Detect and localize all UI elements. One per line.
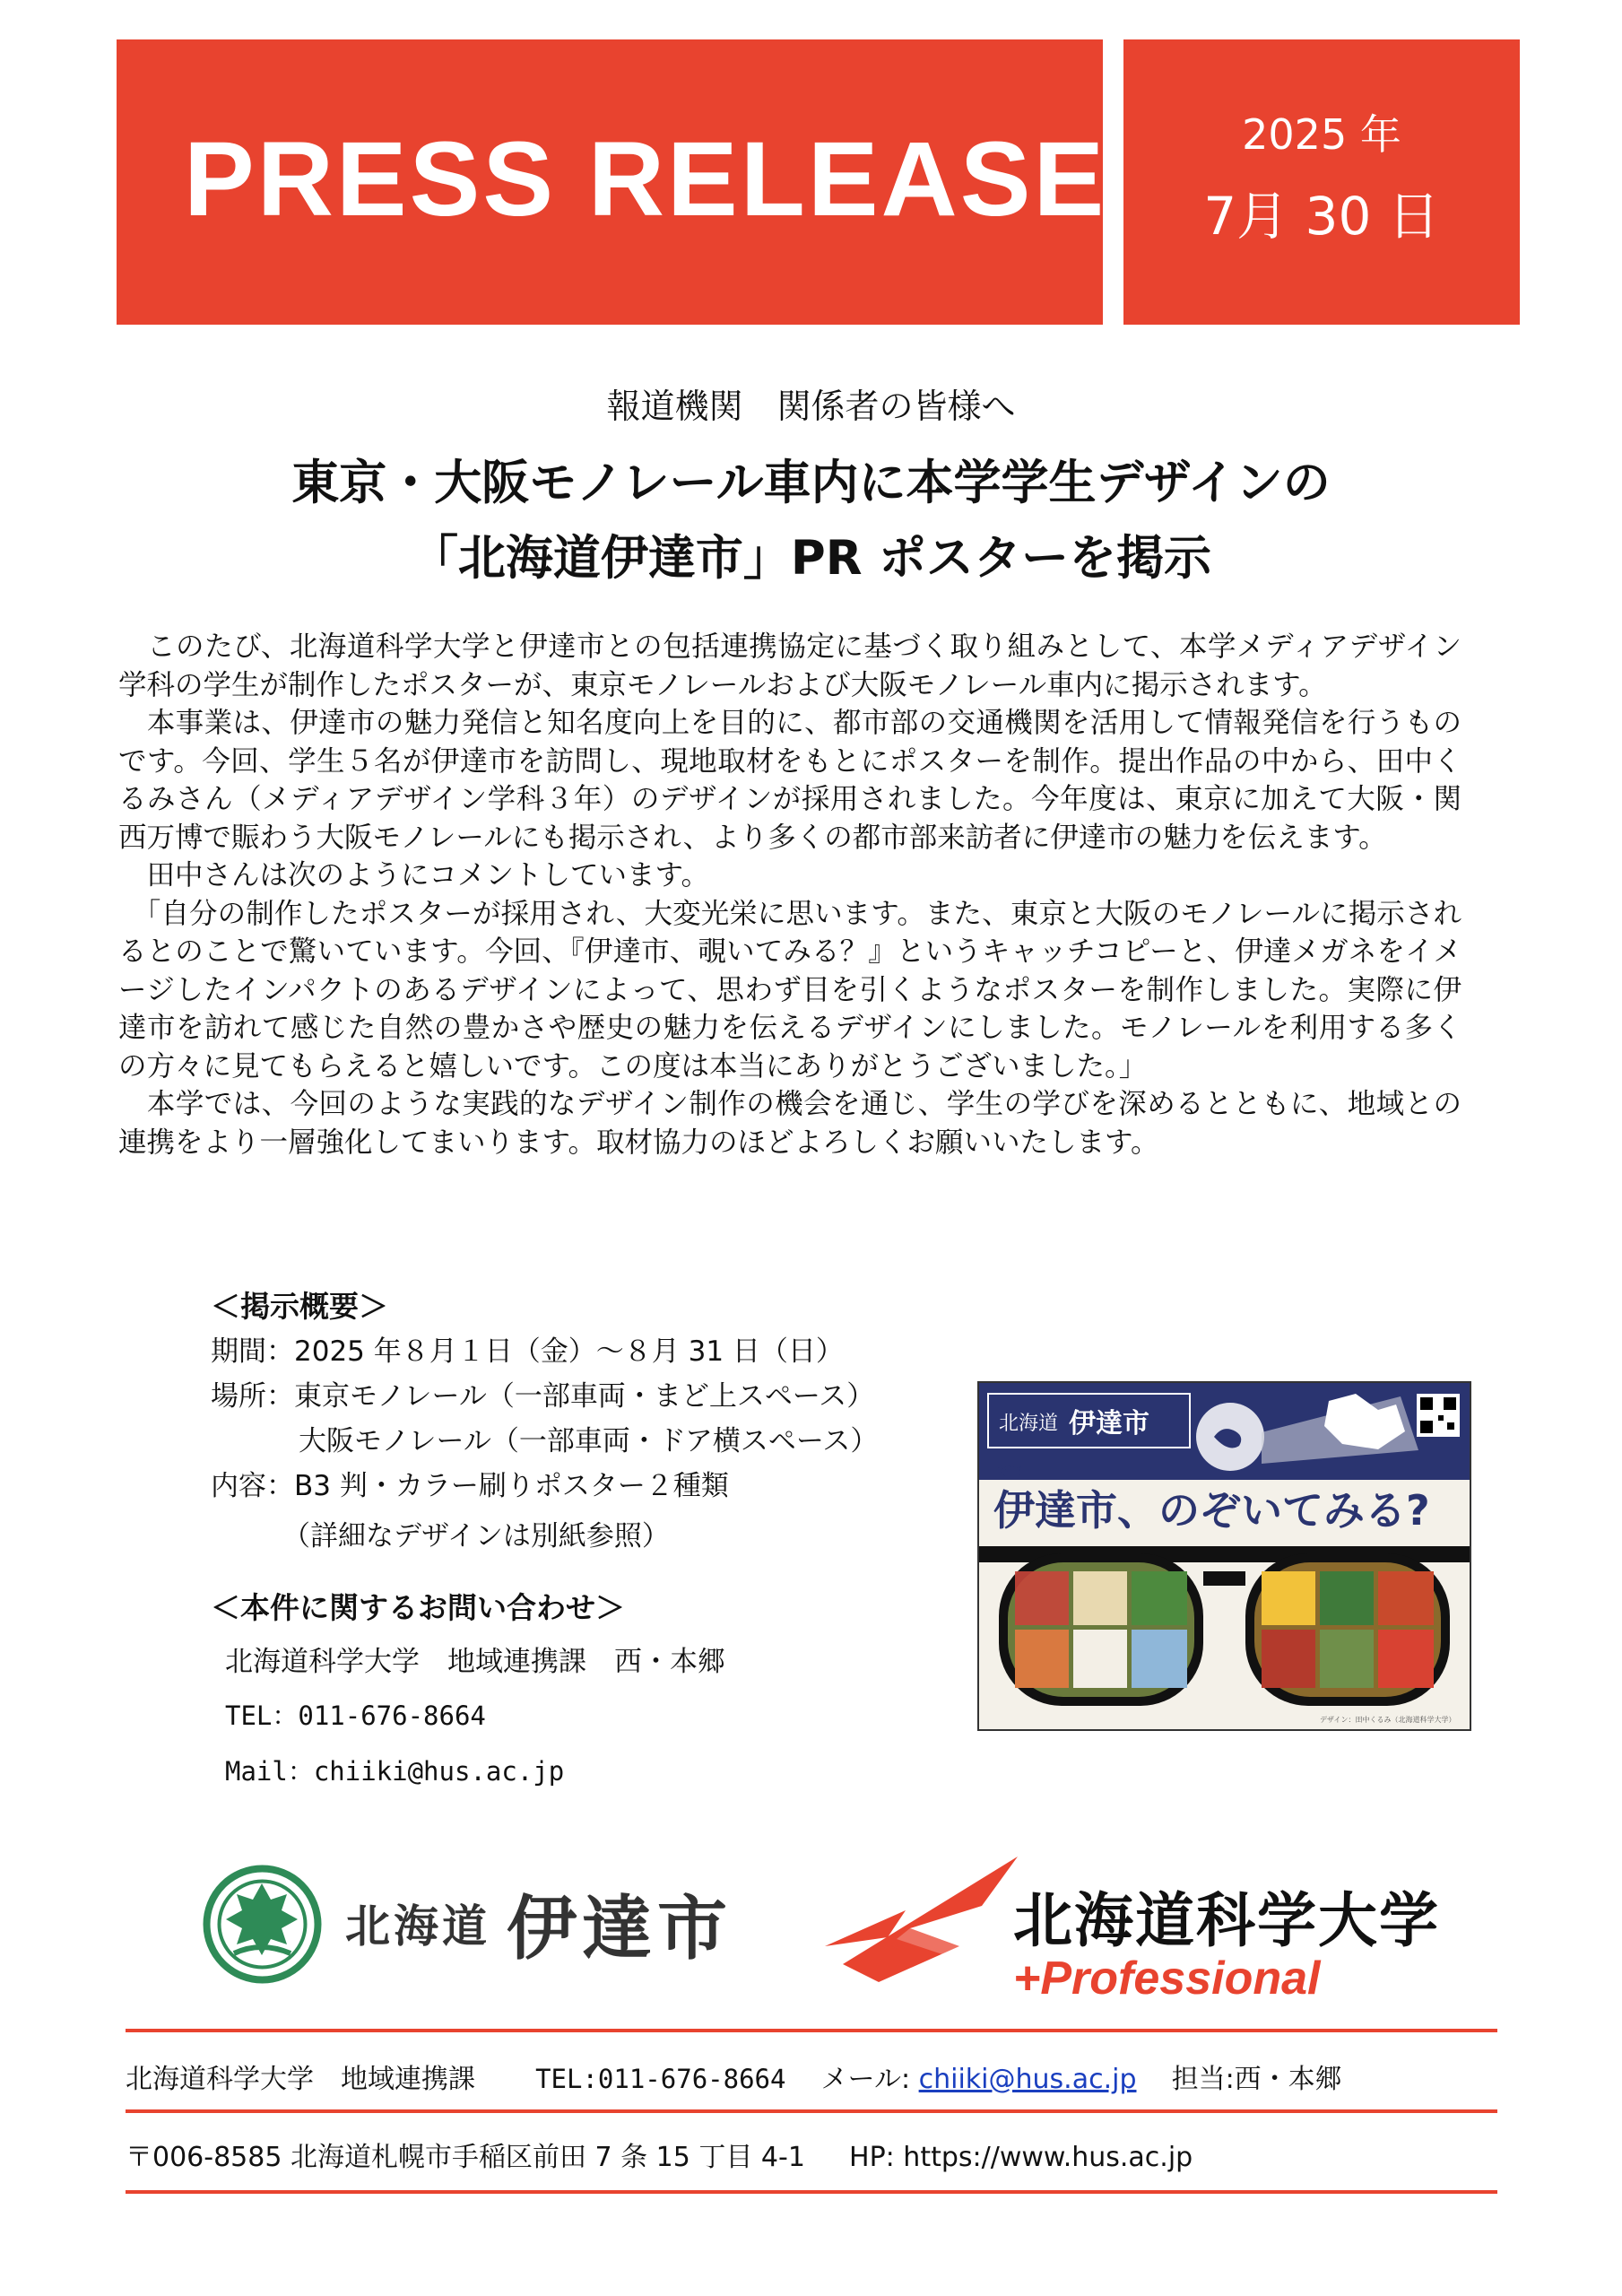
date-city-emblem-icon [202, 1864, 323, 1985]
release-date: 7月 30 日 [1203, 186, 1440, 247]
body-text [118, 628, 1462, 1161]
poster-image [977, 1381, 1471, 1731]
poster-catch: 伊達市、のぞいてみる? [993, 1486, 1430, 1535]
paragraph: 「自分の制作したポスターが採用され、大変光栄に思います。また、東京と大阪のモノレールに掲示されるとのことで驚いています。今回、『伊達市、覗いてみる？』というキャッチコピーと、伊達メガネをイメージしたインパクトのあるデザインによって、思わず目を引くようなポスターを制作しました。実際に伊達市を訪れて感じた自然の豊かさや歴史の魅力を伝えるデザインにしました。モノレールを利用する多くの方々に見てもらえると嬉しいです。この度は本当にありがとうございました。」 [118, 897, 1462, 1083]
contact-mail: Mail：chiiki@hus.ac.jp [225, 1756, 565, 1787]
footer-org: 北海道科学大学 地域連携課 [126, 2064, 475, 2095]
footer-staff: 担当:西・本郷 [1171, 2064, 1342, 2095]
date-logo-region: 北海道 [345, 1900, 490, 1952]
paragraph: このたび、北海道科学大学と伊達市との包括連携協定に基づく取り組みとして、本学メディアデザイン学科の学生が制作したポスターが、東京モノレールおよび大阪モノレール車内に掲示されます。 [118, 631, 1462, 701]
overview-section [211, 1284, 878, 1559]
footer-address: 〒006-8585 北海道札幌市手稲区前田 7 条 15 丁目 4-1 [126, 2142, 805, 2173]
footer-address-line [126, 2138, 1193, 2178]
overview-content: 内容：B3 判・カラー刷りポスター２種類 [211, 1470, 729, 1502]
hus-logo-name: 北海道科学大学 [1013, 1886, 1440, 1955]
poster-badge-city: 伊達市 [1069, 1408, 1149, 1439]
overview-place: 大阪モノレール（一部車両・ドア横スペース） [299, 1425, 879, 1457]
footer-tel: TEL:011-676-8664 [535, 2064, 786, 2094]
footer-mail-label: メール: [820, 2064, 911, 2095]
overview-period: 期間：2025 年８月１日（金）～８月 31 日（日） [211, 1335, 844, 1368]
headline-line-1: 東京・大阪モノレール車内に本学学生デザインの [291, 456, 1331, 510]
overview-place: 場所：東京モノレール（一部車両・まど上スペース） [211, 1380, 875, 1413]
footer-mail-link[interactable]: chiiki@hus.ac.jp [918, 2064, 1137, 2095]
footer-contact [126, 2059, 1342, 2100]
poster-badge-region: 北海道 [999, 1413, 1059, 1435]
poster-ruby: だて [997, 1463, 1028, 1481]
contact-org: 北海道科学大学 地域連携課 西・本郷 [225, 1646, 725, 1678]
addressee: 報道機関 関係者の皆様へ [606, 387, 1016, 426]
hus-logo-icon [825, 1857, 1022, 1987]
paragraph: 本事業は、伊達市の魅力発信と知名度向上を目的に、都市部の交通機関を活用して情報発信を行うものです。今回、学生５名が伊達市を訪問し、現地取材をもとにポスターを制作。提出作品の中から、田中くるみさん（メディアデザイン学科３年）のデザインが採用されました。今年度は、東京に加えて大阪・関西万博で賑わう大阪モノレールにも掲示され、より多くの都市部来訪者に伊達市の魅力を伝えます。 [118, 707, 1462, 854]
hus-logo-tagline: +Professional [1013, 1952, 1321, 2005]
paragraph: 本学では、今回のような実践的なデザイン制作の機会を通じ、学生の学びを深めるとともに、地域との連携をより一層強化してまいります。取材協力のほどよろしくお願いいたします。 [118, 1088, 1462, 1159]
header-date-box [1123, 39, 1520, 325]
overview-note: （詳細なデザインは別紙参照） [282, 1520, 670, 1552]
press-release-title: PRESS RELEASE [184, 120, 1107, 239]
poster-graphic [979, 1383, 1470, 1729]
poster-credit: デザイン：田中くるみ（北海道科学大学） [1320, 1716, 1456, 1724]
release-year: 2025 年 [1242, 110, 1401, 159]
headline-line-2: 「北海道伊達市」PR ポスターを掲示 [410, 531, 1212, 586]
contact-tel: TEL：011-676-8664 [225, 1700, 486, 1731]
overview-heading: ＜掲示概要＞ [211, 1289, 388, 1324]
footer-divider [126, 2109, 1497, 2113]
footer-divider [126, 2190, 1497, 2194]
footer-divider [126, 2029, 1497, 2032]
contact-heading: ＜本件に関するお問い合わせ＞ [211, 1590, 625, 1625]
contact-section [211, 1586, 725, 1799]
paragraph: 田中さんは次のようにコメントしています。 [118, 859, 709, 891]
date-logo-city: 伊達市 [507, 1889, 733, 1970]
footer-hp: HP: https://www.hus.ac.jp [849, 2142, 1193, 2173]
